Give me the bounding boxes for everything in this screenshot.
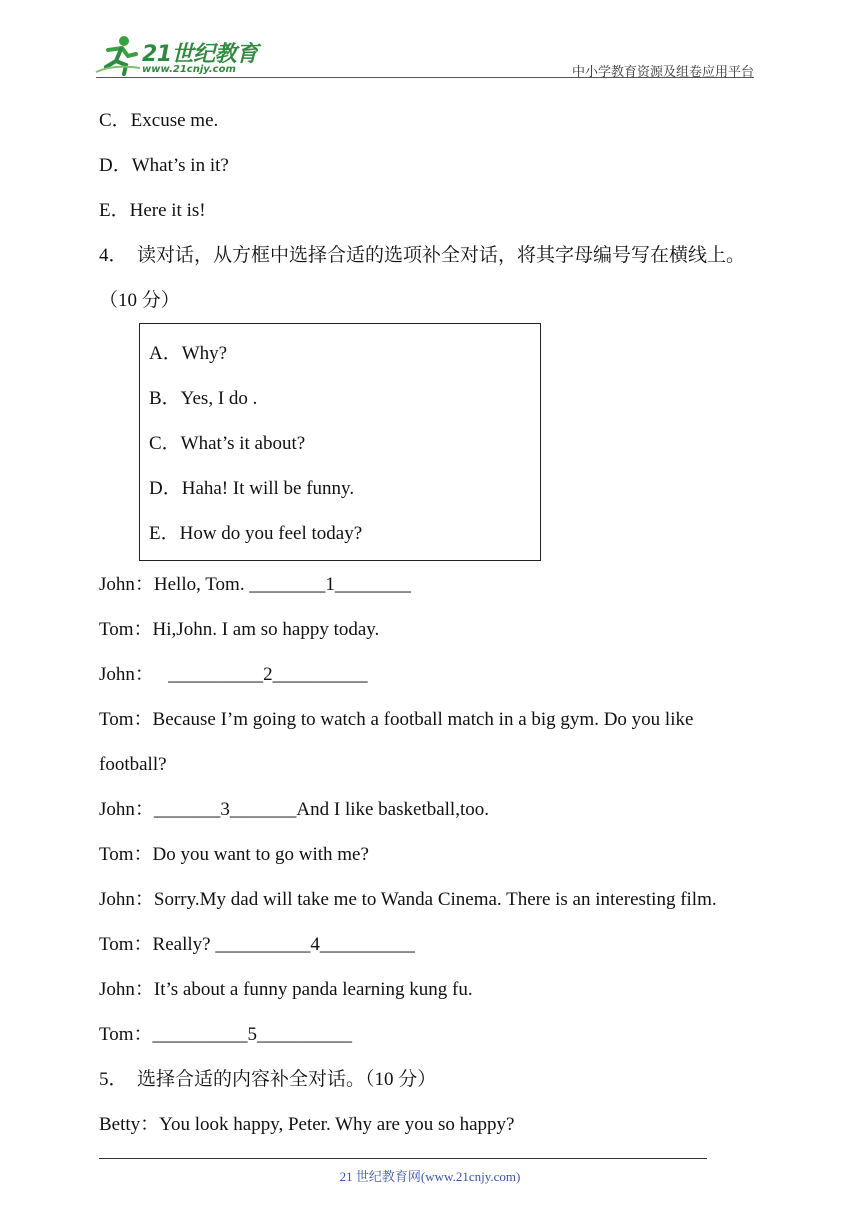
dialogue-line-9: John：It’s about a funny panda learning kung fu. [99, 979, 473, 1000]
box-option-b: B．Yes, I do . [149, 388, 258, 409]
dialogue-line-5: John：_______3_______And I like basketball,too. [99, 799, 489, 820]
header-divider [96, 77, 754, 78]
dialogue-line-4b: football? [99, 754, 167, 775]
box-option-c: C．What’s it about? [149, 433, 306, 454]
box-option-a: A．Why? [149, 343, 228, 364]
box-option-d: D．Haha! It will be funny. [149, 478, 355, 499]
dialogue-line-3: John： __________2__________ [99, 664, 368, 685]
dialogue-line-1: John：Hello, Tom. ________1________ [99, 574, 411, 595]
option-c: C．Excuse me. [99, 110, 219, 131]
logo-text: 21世纪教育 [142, 42, 258, 67]
question-5-prompt: 5． 选择合适的内容补全对话。（10 分） [99, 1069, 437, 1090]
box-option-e: E．How do you feel today? [149, 523, 363, 544]
dialogue-line-4a: Tom：Because I’m going to watch a football match in a big gym. Do you like [99, 709, 694, 730]
option-d: D．What’s in it? [99, 155, 229, 176]
runner-logo-icon [94, 34, 142, 76]
dialogue-line-11: Betty：You look happy, Peter. Why are you so happy? [99, 1114, 515, 1135]
footer-link[interactable]: 21 世纪教育网(www.21cnjy.com) [339, 1169, 521, 1184]
platform-title: 中小学教育资源及组卷应用平台 [571, 65, 754, 80]
dialogue-line-2: Tom：Hi,John. I am so happy today. [99, 619, 380, 640]
site-logo [94, 34, 264, 78]
question-4-score: （10 分） [99, 290, 180, 311]
dialogue-line-10: Tom：__________5__________ [99, 1024, 353, 1045]
page-header [0, 0, 860, 90]
question-4-prompt: 4． 读对话，从方框中选择合适的选项补全对话，将其字母编号写在横线上。 [99, 245, 746, 266]
option-e: E．Here it is! [99, 200, 206, 221]
options-box [139, 323, 541, 561]
footer-divider [99, 1158, 707, 1159]
logo-url: www.21cnjy.com [142, 64, 236, 75]
dialogue-line-7: John：Sorry.My dad will take me to Wanda Cinema. There is an interesting film. [99, 889, 717, 910]
dialogue-line-6: Tom：Do you want to go with me? [99, 844, 369, 865]
dialogue-line-8: Tom：Really? __________4__________ [99, 934, 415, 955]
